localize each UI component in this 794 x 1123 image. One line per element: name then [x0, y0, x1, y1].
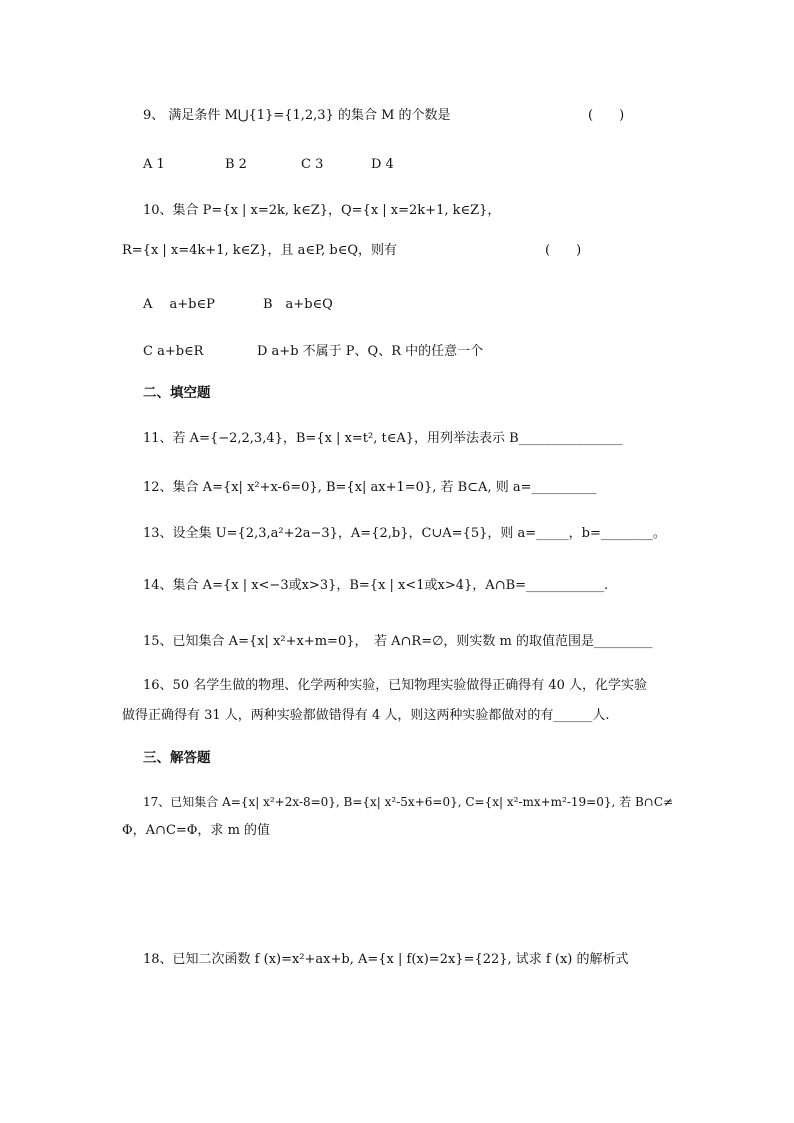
question-13: 13、设全集 U={2,3,a²+2a−3}，A={2,b}，C∪A={5}，则 a=_____，b=________。: [143, 526, 666, 541]
option-d: D 4: [371, 157, 394, 172]
question-18: 18、已知二次函数 f (x)=x²+ax+b, A={x | f(x)=2x}={22}, 试求 f (x) 的解析式: [143, 952, 629, 967]
question-11: 11、若 A={−2,2,3,4}，B={x | x=t², t∈A}，用列举法表示 B________________: [143, 431, 623, 446]
option-b: B 2: [225, 157, 247, 172]
option-c: C 3: [301, 157, 324, 172]
question-10-option-ab: [143, 296, 333, 314]
question-9-text: 9、 满足条件 M⋃{1}={1,2,3} 的集合 M 的个数是: [143, 108, 451, 123]
question-10-option-cd: [143, 343, 483, 361]
option-c: C a+b∈R: [143, 344, 204, 359]
option-a: A a+b∈P: [143, 297, 215, 312]
question-15: 15、已知集合 A={x| x²+x+m=0}， 若 A∩R=∅，则实数 m 的取值范围是_________: [143, 634, 653, 649]
question-9-paren: ( ): [588, 108, 625, 123]
question-17-line2: Φ，A∩C=Φ，求 m 的值: [122, 823, 271, 838]
question-17-line1: 17、已知集合 A={x| x²+2x-8=0}, B={x| x²-5x+6=0}, C={x| x²-mx+m²-19=0}, 若 B∩C≠: [143, 795, 674, 809]
question-10-line1: 10、集合 P={x | x=2k, k∈Z}，Q={x | x=2k+1, k∈Z}，: [143, 203, 501, 218]
question-10-paren: ( ): [545, 243, 582, 258]
question-9-options: [143, 156, 394, 174]
question-12: 12、集合 A={x| x²+x-6=0}, B={x| ax+1=0}, 若 B⊂A, 则 a=__________: [143, 480, 597, 495]
option-a: A 1: [143, 157, 165, 172]
option-b: B a+b∈Q: [263, 297, 333, 312]
question-16-line1: 16、50 名学生做的物理、化学两种实验，已知物理实验做得正确得有 40 人，化学实验: [143, 678, 648, 693]
question-9: [143, 107, 451, 125]
option-d: D a+b 不属于 P、Q、R 中的任意一个: [257, 344, 484, 359]
question-10-line2: R={x | x=4k+1, k∈Z}，且 a∈P, b∈Q，则有: [122, 243, 398, 258]
section-fill-in-title: 二、填空题: [143, 385, 211, 401]
question-14: 14、集合 A={x | x<−3或x>3}，B={x | x<1或x>4}，A∩B=____________.: [143, 578, 609, 593]
section-answer-title: 三、解答题: [143, 750, 211, 766]
question-16-line2: 做得正确得有 31 人，两种实验都做错得有 4 人，则这两种实验都做对的有______人.: [122, 708, 610, 723]
